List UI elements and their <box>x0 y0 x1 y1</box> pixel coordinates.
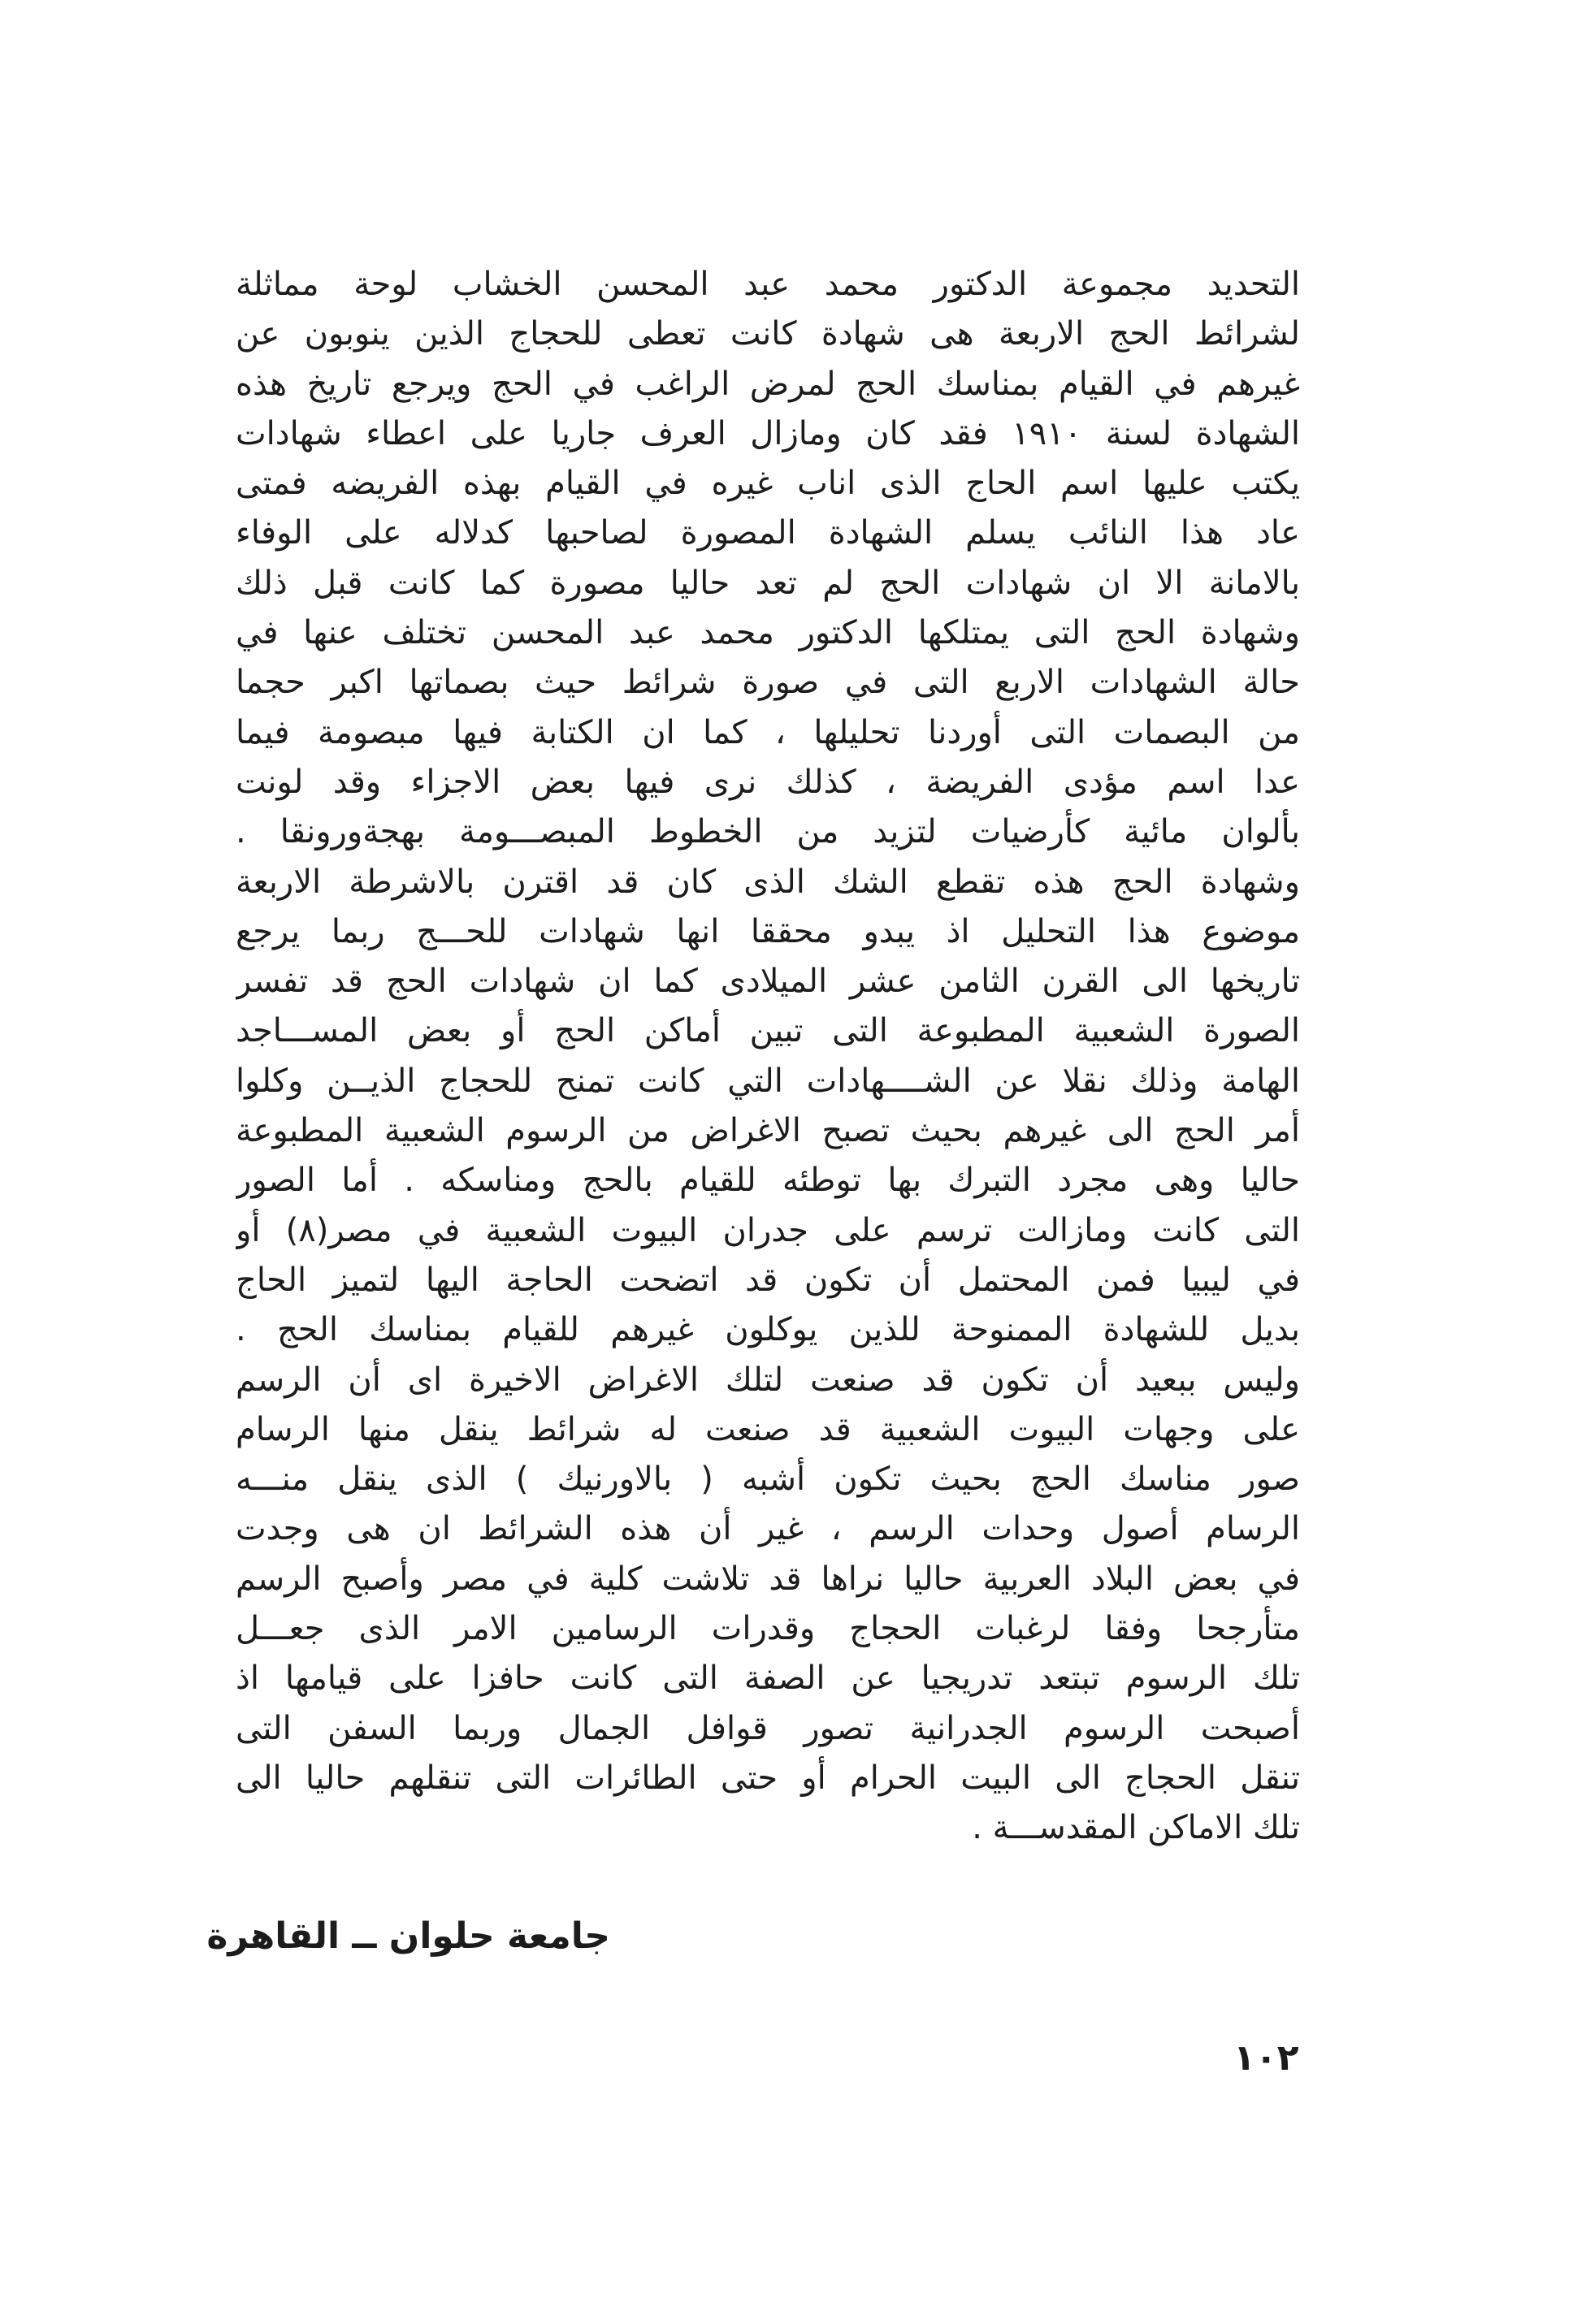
body-line: وليس ببعيد أن تكون قد صنعت لتلك الاغراض الاخيرة اى أن الرسم <box>236 1361 1300 1399</box>
body-line: الهامة وذلك نقلا عن الشــــهادات التي كانت تمنح للحجاج الذيــن وكلوا <box>236 1062 1300 1100</box>
body-line: التى كانت ومازالت ترسم على جدران البيوت الشعبية في مصر(٨) أو <box>236 1211 1300 1249</box>
body-line: تلك الرسوم تبتعد تدريجيا عن الصفة التى كانت حافزا على قيامها اذ <box>236 1660 1300 1698</box>
body-line: التحديد مجموعة الدكتور محمد عبد المحسن الخشاب لوحة مماثلة <box>236 266 1300 303</box>
body-line: غيرهم في القيام بمناسك الحج لمرض الراغب في الحج ويرجع تاريخ هذه <box>236 365 1300 403</box>
body-line: حاليا وهى مجرد التبرك بها توطئه للقيام بالحج ومناسكه . أما الصور <box>236 1162 1300 1200</box>
body-line: تلك الاماكن المقدســـة . <box>972 1809 1300 1847</box>
body-line: أصبحت الرسوم الجدرانية تصور قوافل الجمال وربما السفن التى <box>236 1709 1300 1747</box>
body-line: لشرائط الحج الاربعة هى شهادة كانت تعطى للحجاج الذين ينوبون عن <box>236 315 1300 353</box>
body-line: بديل للشهادة الممنوحة للذين يوكلون غيرهم للقيام بمناسك الحج . <box>236 1311 1300 1349</box>
body-line: يكتب عليها اسم الحاج الذى اناب غيره في القيام بهذه الفريضه فمتى <box>236 465 1300 503</box>
body-line: عاد هذا النائب يسلم الشهادة المصورة لصاحبها كدلاله على الوفاء <box>236 514 1300 552</box>
body-line: تاريخها الى القرن الثامن عشر الميلادى كما ان شهادات الحج قد تفسر <box>236 963 1300 1001</box>
body-line: حالة الشهادات الاربع التى في صورة شرائط حيث بصماتها اكبر حجما <box>236 664 1300 702</box>
body-line: أمر الحج الى غيرهم بحيث تصبح الاغراض من الرسوم الشعبية المطبوعة <box>236 1112 1300 1150</box>
body-line: الرسام أصول وحدات الرسم ، غير أن هذه الشرائط ان هى وجدت <box>236 1510 1300 1548</box>
body-line: وشهادة الحج التى يمتلكها الدكتور محمد عبد المحسن تختلف عنها في <box>236 614 1300 652</box>
body-line: الشهادة لسنة ١٩١٠ فقد كان ومازال العرف جاريا على اعطاء شهادات <box>236 414 1300 452</box>
body-line: وشهادة الحج هذه تقطع الشك الذى كان قد اقترن بالاشرطة الاربعة <box>236 863 1300 901</box>
body-line: في بعض البلاد العربية حاليا نراها قد تلاشت كلية في مصر وأصبح الرسم <box>236 1560 1300 1598</box>
body-line: صور مناسك الحج بحيث تكون أشبه ( بالاورنيك ) الذى ينقل منـــه <box>236 1461 1300 1499</box>
body-text <box>236 260 1300 1854</box>
body-line: موضوع هذا التحليل اذ يبدو محققا انها شهادات للحـــج ربما يرجع <box>236 912 1300 950</box>
body-line: تنقل الحجاج الى البيت الحرام أو حتى الطائرات التى تنقلهم حاليا الى <box>236 1759 1300 1797</box>
body-line: بالامانة الا ان شهادات الحج لم تعد حاليا مصورة كما كانت قبل ذلك <box>236 564 1300 602</box>
body-line: الصورة الشعبية المطبوعة التى تبين أماكن الحج أو بعض المســـاجد <box>236 1012 1300 1050</box>
body-line: في ليبيا فمن المحتمل أن تكون قد اتضحت الحاجة اليها لتميز الحاج <box>236 1261 1300 1299</box>
author-affiliation: جامعة حلوان ــ القاهرة <box>206 1915 610 1957</box>
body-line: على وجهات البيوت الشعبية قد صنعت له شرائط ينقل منها الرسام <box>236 1410 1300 1448</box>
body-line: من البصمات التى أوردنا تحليلها ، كما ان الكتابة فيها مبصومة فيما <box>236 713 1300 751</box>
body-line: بألوان مائية كأرضيات لتزيد من الخطوط المبصـــومة بهجةورونقا . <box>236 813 1300 851</box>
body-line: متأرجحا وفقا لرغبات الحجاج وقدرات الرسامين الامر الذى جعـــل <box>236 1610 1300 1648</box>
body-line: عدا اسم مؤدى الفريضة ، كذلك نرى فيها بعض الاجزاء وقد لونت <box>236 763 1300 801</box>
page-number: ١٠٢ <box>1233 2037 1299 2079</box>
